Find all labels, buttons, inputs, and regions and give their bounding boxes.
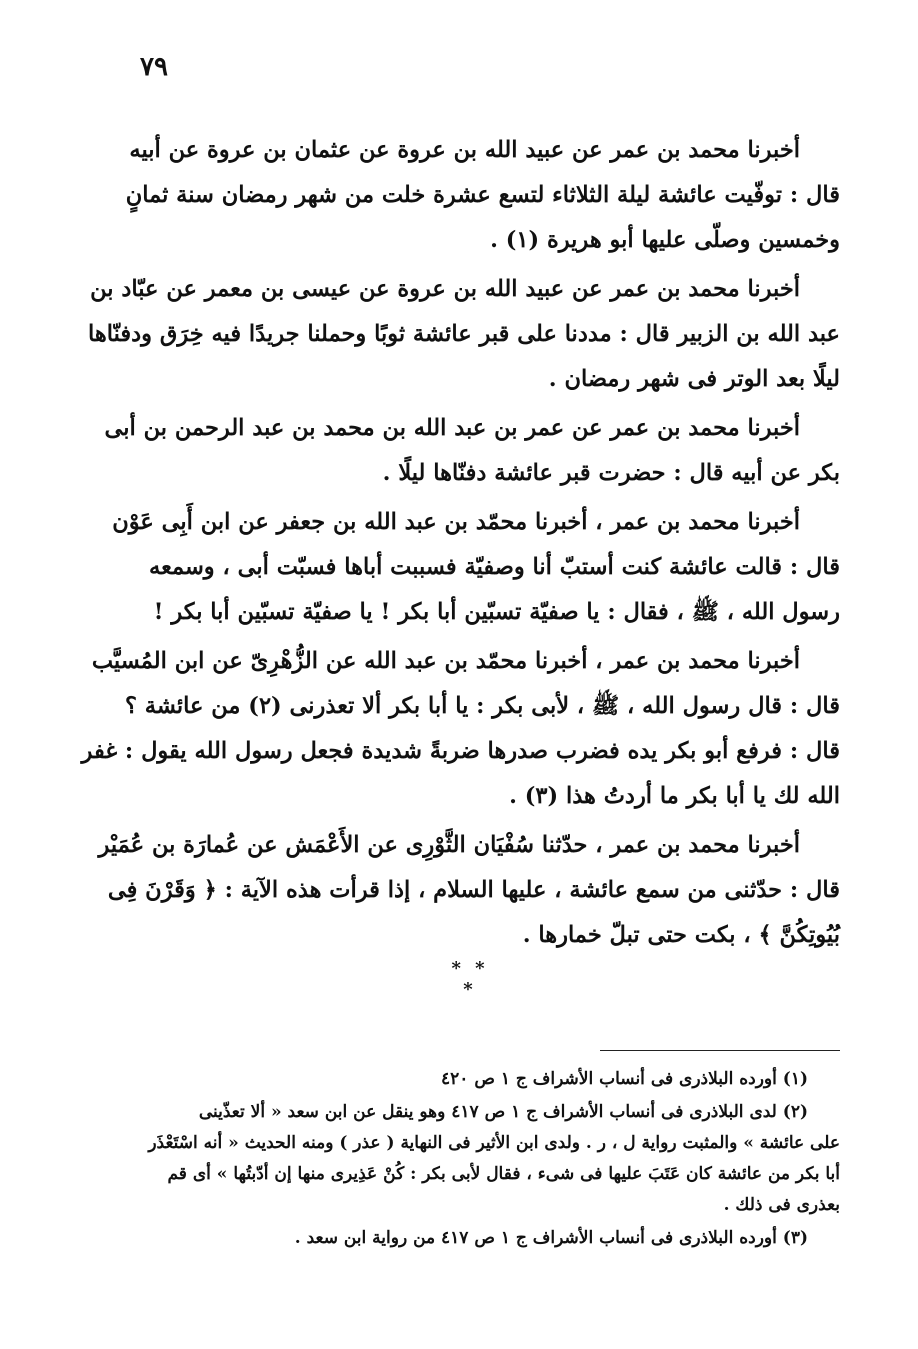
paragraph (98, 823, 840, 958)
footnote (140, 1223, 840, 1254)
paragraph (104, 406, 840, 496)
footnotes (140, 1064, 840, 1254)
text-line: أخبرنا محمد بن عمر ، حدّثنا سُفْيَان الثَّوْرِى عن الأَعْمَش عن عُمارَة بن عُمَيْر (98, 832, 800, 858)
paragraph (125, 128, 840, 263)
text-line: أخبرنا محمد بن عمر عن عمر بن عبد الله بن محمد بن عبد الرحمن بن أبى (104, 415, 800, 441)
footnote (140, 1064, 840, 1095)
text-line: وخمسين وصلّى عليها أبو هريرة (١) . (490, 227, 840, 253)
main-text (81, 128, 840, 958)
paragraph (112, 500, 840, 635)
text-line: بكر عن أبيه قال : حضرت قبر عائشة دفنّاها ليلًا . (382, 460, 840, 486)
page-number: ٧٩ (140, 52, 168, 82)
text-line: (٢) لدى البلاذرى فى أنساب الأشراف ج ١ ص ٤١٧ وهو ينقل عن ابن سعد « ألا تعذّينى (198, 1102, 808, 1122)
text-line: الله لك يا أبا بكر ما أردتُ هذا (٣) . (509, 783, 840, 809)
paragraph (81, 639, 840, 819)
text-line: أخبرنا محمد بن عمر عن عبيد الله بن عروة عن عثمان بن عروة عن أبيه (129, 137, 800, 163)
text-line: بُيُوتِكُنَّ ﴾ ، بكت حتى تبلّ خمارها . (522, 922, 840, 948)
text-line: على عائشة » والمثبت رواية ل ، ر . ولدى ابن الأثير فى النهاية ( عذر ) ومنه الحديث « أنه اسْتَعْذَر (148, 1133, 840, 1153)
text-line: قال : توفّيت عائشة ليلة الثلاثاء لتسع عشرة خلت من شهر رمضان سنة ثمانٍ (125, 182, 840, 208)
text-line: أبا بكر من عائشة كان عَتَبَ عليها فى شىء ، فقال لأبى بكر : كُنْ عَذِيرى منها إن أدّبتُها » أى قم (167, 1164, 840, 1184)
text-line: قال : قال رسول الله ، ﷺ ، لأبى بكر : يا أبا بكر ألا تعذرنى (٢) من عائشة ؟ (125, 693, 840, 719)
text-line: قال : فرفع أبو بكر يده فضرب صدرها ضربةً شديدة فجعل رسول الله يقول : غفر (81, 738, 840, 764)
section-separator: * * * (451, 958, 489, 1000)
text-line: عبد الله بن الزبير قال : مددنا على قبر عائشة ثوبًا وحملنا جريدًا فيه خِرَق ودفنّاها (88, 321, 840, 347)
text-line: أخبرنا محمد بن عمر عن عبيد الله بن عروة عن عيسى بن معمر عن عبّاد بن (90, 276, 800, 302)
text-line: رسول الله ، ﷺ ، فقال : يا صفيّة تسبّين أبا بكر ! يا صفيّة تسبّين أبا بكر ! (153, 599, 840, 625)
paragraph (88, 267, 840, 402)
text-line: (٣) أورده البلاذرى فى أنساب الأشراف ج ١ ص ٤١٧ من رواية ابن سعد . (294, 1228, 808, 1248)
footnote-divider (600, 1050, 840, 1051)
text-line: (١) أورده البلاذرى فى أنساب الأشراف ج ١ ص ٤٢٠ (441, 1069, 808, 1089)
text-line: بعذرى فى ذلك . (723, 1195, 840, 1215)
text-line: قال : قالت عائشة كنت أستبّ أنا وصفيّة فسببت أباها فسبّت أبى ، وسمعه (149, 554, 840, 580)
text-line: أخبرنا محمد بن عمر ، أخبرنا محمّد بن عبد الله عن الزُّهْرِىّ عن ابن المُسيَّب (91, 648, 800, 674)
text-line: أخبرنا محمد بن عمر ، أخبرنا محمّد بن عبد الله بن جعفر عن ابن أَبِى عَوْن (112, 509, 800, 535)
text-line: قال : حدّثنى من سمع عائشة ، عليها السلام ، إذا قرأت هذه الآية : ﴿ وَقَرْنَ فِى (107, 877, 840, 903)
text-line: ليلًا بعد الوتر فى شهر رمضان . (548, 366, 840, 392)
footnote (140, 1097, 840, 1221)
